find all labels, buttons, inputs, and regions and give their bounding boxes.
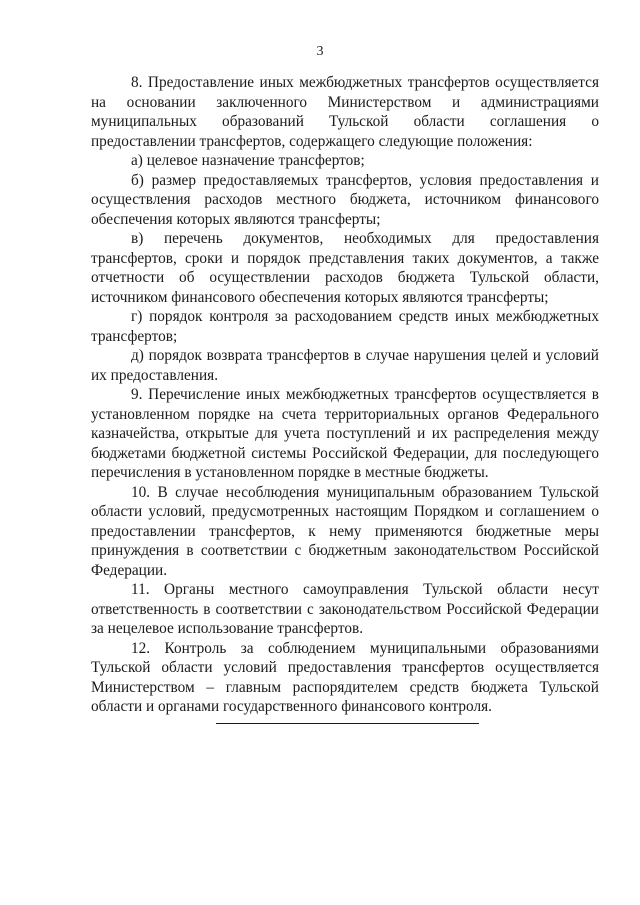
document-body [91,73,599,717]
page-number: 3 [316,44,324,59]
paragraph-11: 11. Органы местного самоуправления Тульской области несут ответственность в соответствии с законодательством Российской Федерации за нецелевое использование трансфертов. [91,581,599,637]
paragraph-8: 8. Предоставление иных межбюджетных трансфертов осуществляется на основании заключенного Министерством и администрациями муниципальных образований Тульской области соглашения о предоставлении трансфертов, содержащего следующие положения: [91,74,599,150]
paragraph-8-item-b: б) размер предоставляемых трансфертов, условия предоставления и осуществления расходов местного бюджета, источником финансового обеспечения которых являются трансферты; [91,171,599,228]
paragraph-8-item-g: г) порядок контроля за расходованием средств иных межбюджетных трансфертов; [91,308,599,345]
end-separator-line [216,723,479,724]
paragraph-10: 10. В случае несоблюдения муниципальным образованием Тульской области условий, предусмотренных настоящим Порядком и соглашением о предоставлении трансфертов, к нему применяются бюджетные меры принуждения в соответствии с бюджетным законодательством Российской Федерации. [91,483,599,579]
paragraph-8-item-a: а) целевое назначение трансфертов; [131,152,365,169]
paragraph-8-item-d: д) порядок возврата трансфертов в случае нарушения целей и условий их предоставления. [91,347,599,384]
paragraph-8-item-v: в) перечень документов, необходимых для предоставления трансфертов, сроки и порядок представления таких документов, а также отчетности об осуществлении расходов бюджета Тульской области, источником финансового обеспечения которых являются трансферты; [91,230,599,306]
paragraph-12: 12. Контроль за соблюдением муниципальными образованиями Тульской области условий предоставления трансфертов осуществляется Министерством – главным распорядителем средств бюджета Тульской области и органами государственного финансового контроля. [91,639,599,715]
paragraph-9: 9. Перечисление иных межбюджетных трансфертов осуществляется в установленном порядке на счета территориальных органов Федерального казначейства, открытые для учета поступлений и их распределения между бюджетами бюджетной системы Российской Федерации, для последующего перечисления в установленном порядке в местные бюджеты. [91,386,599,481]
